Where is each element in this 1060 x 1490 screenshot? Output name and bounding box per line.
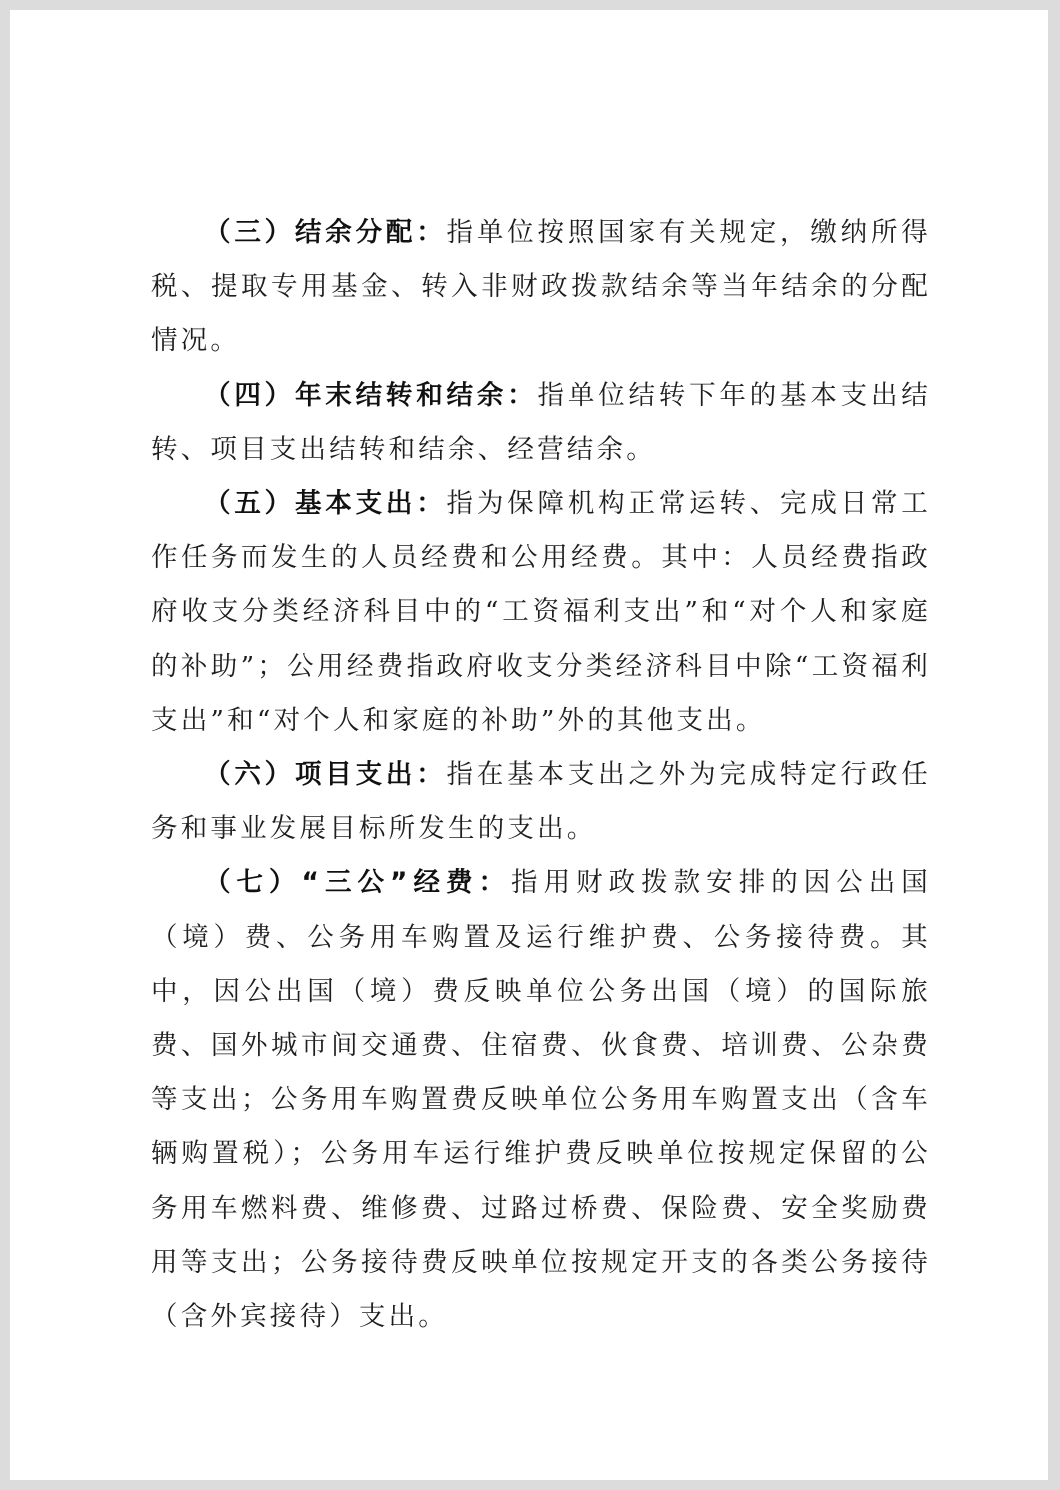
paragraph-heading: （四）年末结转和结余： [204, 379, 538, 411]
document-page [10, 10, 1048, 1480]
paragraph-text: 指单位结转下年的基本支出结转、项目支出结转和结余、经营结余。 [151, 379, 932, 465]
paragraph-heading: （五）基本支出： [204, 488, 447, 520]
paragraph-text: 指在基本支出之外为完成特定行政任务和事业发展目标所发生的支出。 [151, 759, 931, 845]
paragraph-text: 指用财政拨款安排的因公出国（境）费、公务用车购置及运行维护费、公务接待费。其中，因公出国（境）费反映单位公务出国（境）的国际旅费、国外城市间交通费、住宿费、伙食费、培训费、公杂费等支出；公务用车购置费反映单位公务用车购置支出（含车辆购置税）；公务用车运行维护费反映单位按规定保留的公务用车燃料费、维修费、过路过桥费、保险费、安全奖励费用等支出；公务接待费反映单位按规定开支的各类公务接待（含外宾接待）支出。 [151, 867, 931, 1333]
paragraph-heading: （三）结余分配： [204, 217, 447, 248]
paragraph-project-expenditure [151, 748, 931, 856]
paragraph-surplus-distribution [151, 206, 931, 369]
paragraph-heading: （六）项目支出： [204, 759, 447, 791]
paragraph-heading: （七）“三公”经费： [204, 867, 512, 899]
paragraph-text: 指为保障机构正常运转、完成日常工作任务而发生的人员经费和公用经费。其中：人员经费指政府收支分类经济科目中的“工资福利支出”和“对个人和家庭的补助”；公用经费指政府收支分类经济科目中除“工资福利支出”和“对个人和家庭的补助”外的其他支出。 [151, 488, 931, 736]
paragraph-basic-expenditure [151, 477, 931, 748]
paragraph-text: 指单位按照国家有关规定，缴纳所得税、提取专用基金、转入非财政拨款结余等当年结余的分配情况。 [151, 217, 931, 357]
paragraph-three-public-expenses [151, 856, 931, 1344]
paragraph-year-end-carryover [151, 369, 931, 477]
document-body [151, 206, 931, 1344]
